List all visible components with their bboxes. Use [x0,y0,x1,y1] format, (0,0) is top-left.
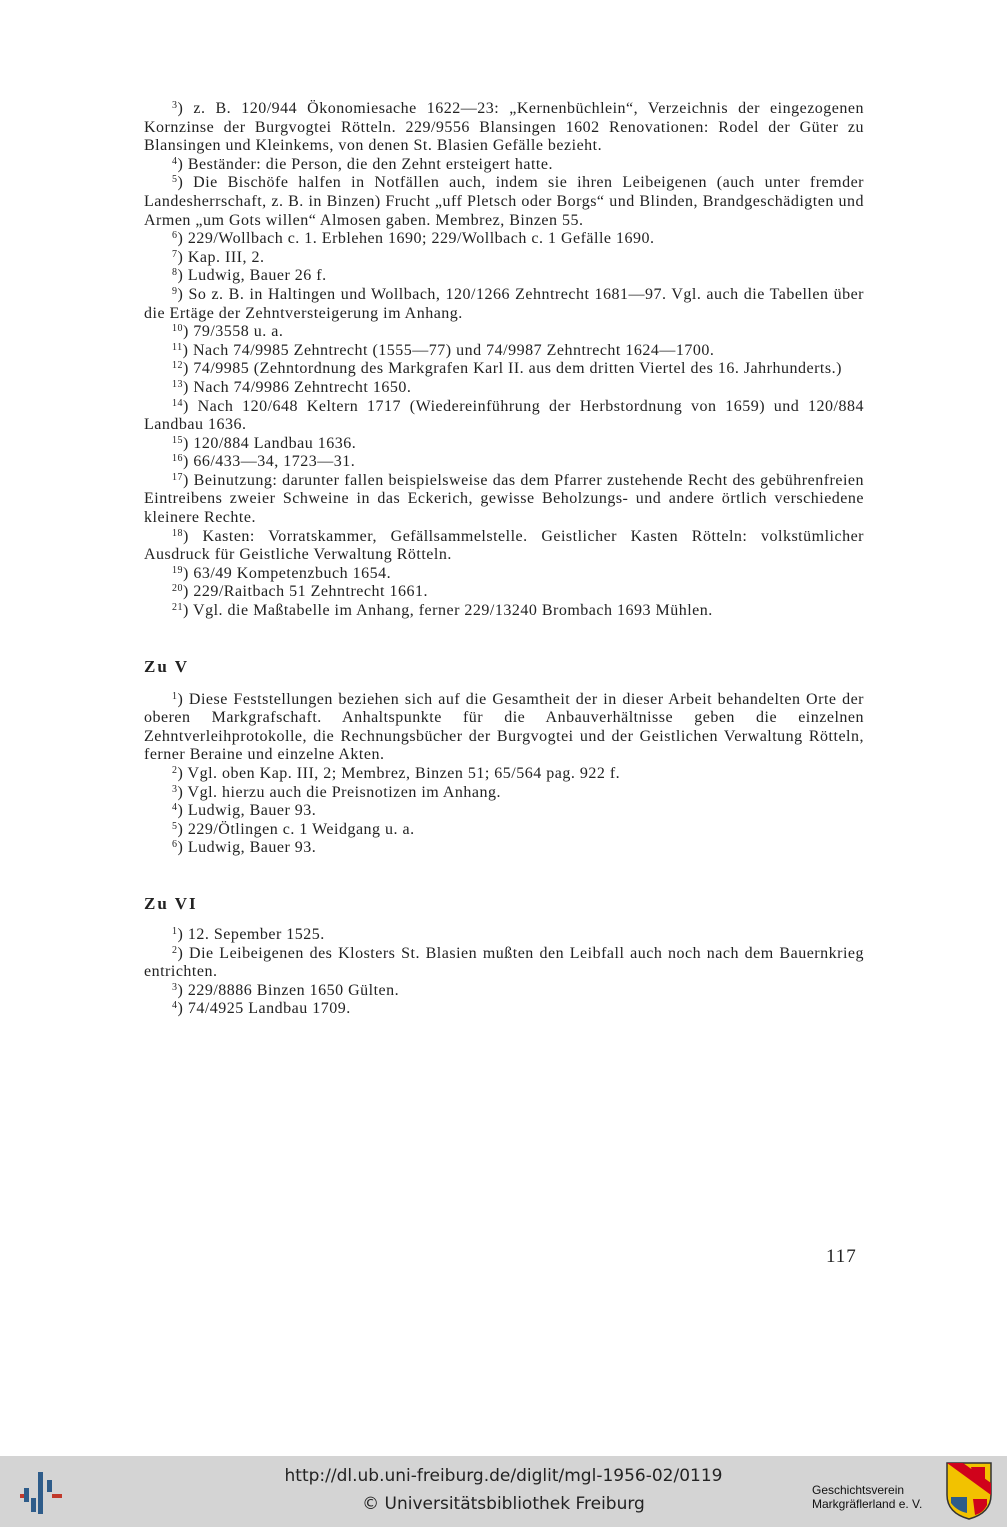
footnote-number: 10 [172,323,183,335]
footnote-text: ) So z. B. in Haltingen und Wollbach, 120/1266 Zehntrecht 1681—97. Vgl. auch die Tabellen über die Ertäge der Zehntversteigerung im Anhang. [144,285,864,322]
footnote-text: ) 66/433—34, 1723—31. [183,453,356,471]
footnote [144,230,864,249]
footnote-text: ) 63/49 Kompetenzbuch 1654. [183,564,392,582]
footnote-number: 7 [172,248,178,260]
footnote-number: 21 [172,602,183,614]
footnote-text: ) Nach 74/9986 Zehntrecht 1650. [183,378,412,396]
footnote-number: 14 [172,397,183,409]
footnote-number: 11 [172,341,183,353]
footnote [144,435,864,454]
footnote-text: ) 74/4925 Landbau 1709. [177,1000,351,1018]
section-heading-v: Zu V [144,656,190,676]
footnote-text: ) Vgl. oben Kap. III, 2; Membrez, Binzen 51; 65/564 pag. 922 f. [177,765,621,782]
page-number: 117 [826,1246,857,1267]
footnotes-section-v [144,691,864,858]
footnote-number: 15 [172,434,183,446]
footnote [144,174,864,230]
footnote [144,453,864,472]
footnote-text: ) Vgl. hierzu auch die Preisnotizen im Anhang. [177,783,502,801]
footnote-text: ) 229/8886 Binzen 1650 Gülten. [177,981,400,999]
footnote-text: ) 120/884 Landbau 1636. [183,434,357,452]
footnote-number: 3 [172,783,178,795]
footnote-number: 9 [172,285,178,297]
footnote [144,565,864,584]
footnote-text: ) z. B. 120/944 Ökonomiesache 1622—23: „Kernenbüchlein“, Verzeichnis der eingezogenen Kornzinse der Burgvogtei Rötteln. 229/9556 Blansingen 1602 Renovationen: Rodel der Güter zu Blansingen und Kleinkems, von denen St. Blasien Gefälle bezieht. [144,100,864,155]
footnote [144,602,864,621]
footnote-text: ) Kap. III, 2. [177,248,265,266]
footer-url-link[interactable]: http://dl.ub.uni-freiburg.de/diglit/mgl-1956-02/0119 [284,1466,723,1486]
footnote [144,472,864,528]
footnote [144,156,864,175]
footnote-text: ) Nach 74/9985 Zehntrecht (1555—77) und 74/9987 Zehntrecht 1624—1700. [182,341,715,359]
footnote [144,323,864,342]
footnote [144,1000,864,1019]
footnote-text: ) 74/9985 (Zehntordnung des Markgrafen Karl II. aus dem dritten Viertel des 16. Jahrhunderts.) [183,360,842,378]
footer-bar [0,1456,1007,1527]
footnote [144,982,864,1001]
footnote-number: 2 [172,765,178,776]
footnote-text: ) Beständer: die Person, die den Zehnt ersteigert hatte. [177,155,553,173]
footnote-text: ) Ludwig, Bauer 26 f. [177,267,327,285]
footer-copyright: © Universitätsbibliothek Freiburg [362,1494,645,1514]
footnote [144,286,864,323]
footnote-number: 4 [172,155,178,167]
footnote [144,821,864,840]
footnote-number: 1 [172,690,178,702]
footnote-text: ) 229/Raitbach 51 Zehntrecht 1661. [183,583,428,601]
footnote [144,784,864,803]
footnote-text: ) Ludwig, Bauer 93. [177,802,317,820]
footnote-number: 5 [172,820,178,832]
footnotes-section-vi [144,926,864,1019]
footnote-number: 4 [172,802,178,814]
footnote-number: 5 [172,174,178,186]
society-name-line1: Geschichtsverein [812,1483,905,1497]
footnote [144,267,864,286]
footnote [144,398,864,435]
footnote-number: 18 [172,527,183,539]
footnote-text: ) 229/Wollbach c. 1. Erblehen 1690; 229/Wollbach c. 1 Gefälle 1690. [177,230,655,248]
footnote-text: ) Nach 120/648 Keltern 1717 (Wiedereinführung der Herbstordnung von 1659) und 120/884 Landbau 1636. [144,397,864,434]
footnote-number: 6 [172,839,178,851]
footnote-number: 1 [172,925,178,937]
footnote-number: 6 [172,230,178,242]
footnote-text: ) Beinutzung: darunter fallen beispielsweise das dem Pfarrer zustehende Recht des gebührenfreien Eintreibens zweier Schweine in das Eckerich, gewisse Beholzungs- und andere örtlich verschiedene kleinere Rechte. [144,471,864,527]
footnote-number: 13 [172,378,183,390]
footnote-text: ) Ludwig, Bauer 93. [177,839,317,857]
footnote-text: ) 229/Ötlingen c. 1 Weidgang u. a. [177,820,415,838]
footnote-number: 17 [172,471,183,483]
footnote [144,583,864,602]
footnote [144,360,864,379]
footnote-text: ) Kasten: Vorratskammer, Gefällsammelstelle. Geistlicher Kasten Rötteln: volkstümlicher Ausdruck für Geistliche Verwaltung Rötteln. [144,527,864,564]
footnote [144,691,864,765]
footnote-number: 12 [172,360,183,372]
footnote [144,528,864,565]
footnote [144,100,864,156]
footnote-number: 3 [172,981,178,993]
footnote-number: 19 [172,564,183,576]
footnote-number: 4 [172,1000,178,1012]
footnote-number: 2 [172,944,178,956]
footnote [144,342,864,361]
footnote [144,802,864,821]
footnote-number: 20 [172,583,183,595]
footnote-text: ) 12. Sepember 1525. [177,925,325,943]
footnote-text: ) Die Bischöfe halfen in Notfällen auch, indem sie ihren Leibeigenen (auch unter fremder Landesherrschaft, z. B. in Binzen) Frucht „uff Pletsch oder Borgs“ und Blinden, Brandgeschädigten und Armen „um Gots willen“ Almosen gaben. Membrez, Binzen 55. [144,174,864,229]
footnote [144,249,864,268]
footnote [144,379,864,398]
section-heading-vi: Zu VI [144,893,198,913]
footnote [144,926,864,945]
footnote-text: ) 79/3558 u. a. [183,323,284,341]
footnote-number: 16 [172,453,183,465]
footnote-number: 8 [172,267,178,279]
footnotes-iv-continued [144,100,864,621]
footnote-text: ) Diese Feststellungen beziehen sich auf die Gesamtheit der in dieser Arbeit behandelten Orte der oberen Markgrafschaft. Anhaltspunkte für die Anbauverhältnisse geben die einzelnen Zehntverleihprotokolle, die Rechnungsbücher der Burgvogtei und der Geistlichen Verwaltung Rötteln, ferner Beraine und einzelne Akten. [144,690,864,764]
coat-of-arms-icon[interactable] [945,1461,993,1521]
footnote-number: 3 [172,100,178,111]
footnote [144,839,864,858]
footnote-text: ) Die Leibeigenen des Klosters St. Blasien mußten den Leibfall auch noch nach dem Bauernkrieg entrichten. [144,944,864,981]
footnote [144,945,864,982]
society-name-line2: Markgräflerland e. V. [812,1497,923,1511]
footnote-text: ) Vgl. die Maßtabelle im Anhang, ferner 229/13240 Brombach 1693 Mühlen. [183,602,713,620]
society-name [812,1483,922,1511]
footnote [144,765,864,784]
page-content [144,100,864,1019]
